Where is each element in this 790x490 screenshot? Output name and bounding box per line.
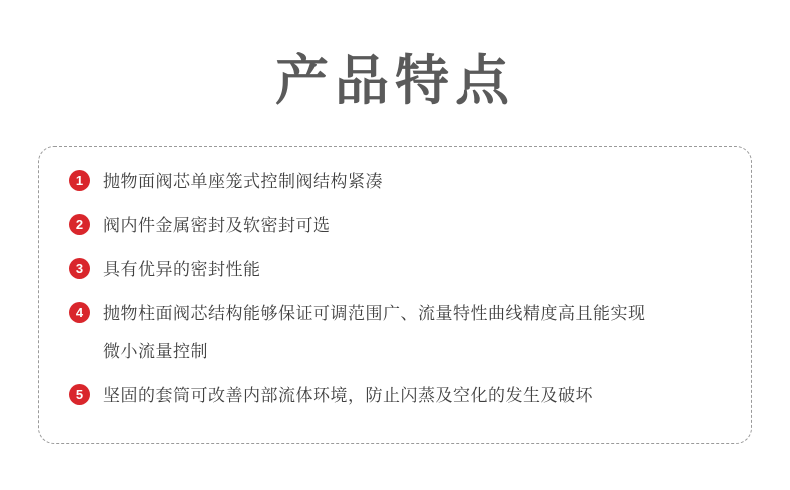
feature-text-line1: 坚固的套筒可改善内部流体环境，防止闪蒸及空化的发生及破坏	[103, 386, 593, 405]
list-item	[69, 299, 721, 366]
feature-text	[103, 381, 593, 410]
list-item	[69, 167, 721, 196]
feature-number-badge: 2	[69, 214, 90, 235]
feature-text	[103, 299, 646, 366]
feature-number-badge: 3	[69, 258, 90, 279]
feature-text-line1: 抛物柱面阀芯结构能够保证可调范围广、流量特性曲线精度高且能实现	[103, 304, 646, 323]
list-item	[69, 381, 721, 410]
feature-box	[38, 146, 752, 444]
feature-number-badge: 1	[69, 170, 90, 191]
feature-text	[103, 167, 383, 196]
feature-text-line2: 微小流量控制	[103, 342, 208, 361]
page-title: 产品特点	[275, 51, 515, 111]
feature-text-line1: 抛物面阀芯单座笼式控制阀结构紧凑	[103, 172, 383, 191]
feature-list	[69, 167, 721, 410]
list-item	[69, 255, 721, 284]
feature-text	[103, 255, 261, 284]
list-item	[69, 211, 721, 240]
feature-text-line1: 阀内件金属密封及软密封可选	[103, 216, 331, 235]
feature-text-line1: 具有优异的密封性能	[103, 260, 261, 279]
feature-number-badge: 4	[69, 302, 90, 323]
feature-number-badge: 5	[69, 384, 90, 405]
feature-text	[103, 211, 331, 240]
